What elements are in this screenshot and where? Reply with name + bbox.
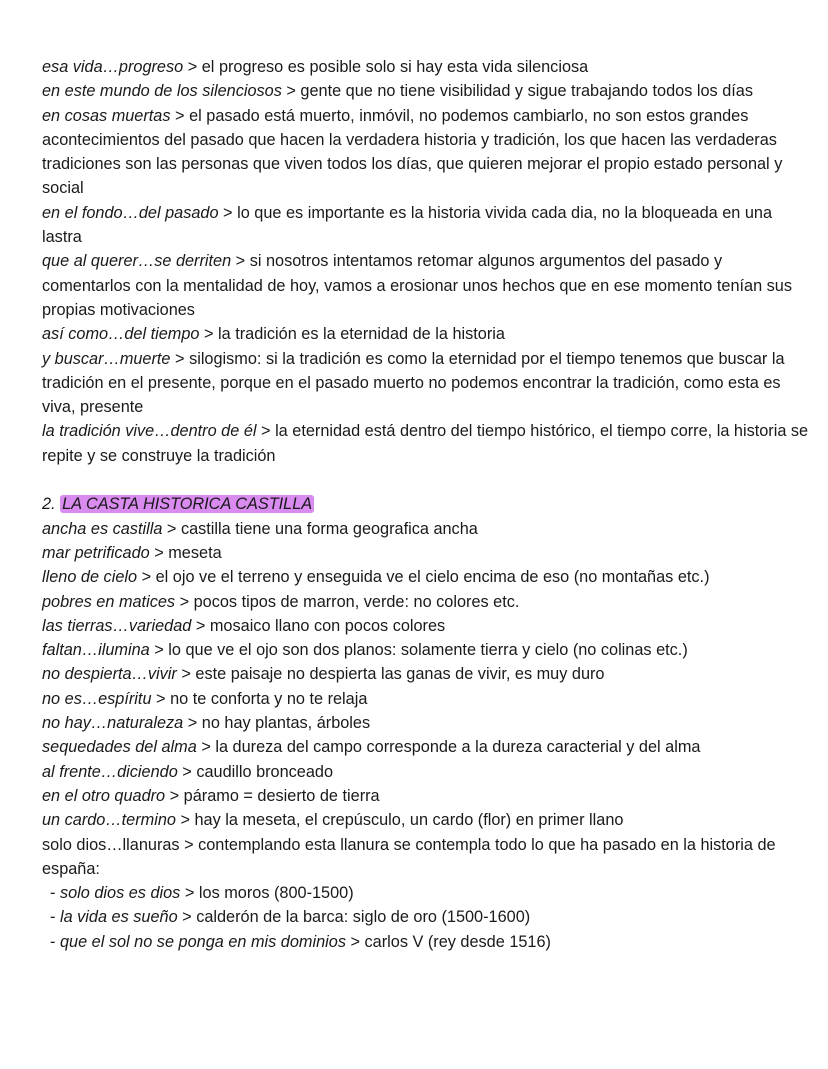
document-page — [42, 55, 812, 954]
note-line — [42, 79, 812, 103]
sub-item — [42, 881, 812, 905]
quote: en este mundo de los silenciosos — [42, 82, 282, 101]
dash-bullet: - — [50, 908, 56, 927]
note-line — [42, 565, 812, 589]
comment: castilla tiene una forma geografica ancha — [180, 519, 478, 538]
quote: sequedades del alma — [42, 738, 197, 757]
blank-line — [42, 468, 812, 492]
comment: la dureza del campo corresponde a la dureza caracterial y del alma — [215, 738, 701, 757]
quote: que el sol no se ponga en mis dominios — [59, 932, 346, 951]
comment: meseta — [168, 543, 222, 562]
comment: gente que no tiene visibilidad y sigue trabajando todos los días — [300, 82, 753, 101]
quote: lleno de cielo — [42, 568, 138, 587]
comment: el progreso es posible solo si hay esta vida silenciosa — [201, 58, 589, 76]
note-line — [42, 541, 812, 565]
quote: en cosas muertas — [42, 106, 171, 125]
quote: en el otro quadro — [42, 786, 166, 805]
comment: no hay plantas, árboles — [201, 714, 371, 733]
comment: lo que ve el ojo son dos planos: solamente tierra y cielo (no colinas etc.) — [168, 641, 688, 660]
note-line — [42, 104, 812, 201]
note-line — [42, 201, 812, 250]
note-line — [42, 760, 812, 784]
quote: pobres en matices — [42, 592, 176, 611]
note-line — [42, 590, 812, 614]
comment: mosaico llano con pocos colores — [209, 616, 446, 635]
quote: mar petrificado — [42, 543, 150, 562]
quote: la tradición vive…dentro de él — [42, 422, 257, 441]
note-line — [42, 517, 812, 541]
note-line — [42, 322, 812, 346]
quote: las tierras…variedad — [42, 616, 192, 635]
quote: en el fondo…del pasado — [42, 203, 219, 222]
sub-item — [42, 930, 812, 954]
comment: carlos V (rey desde 1516) — [364, 932, 551, 951]
comment: caudillo bronceado — [196, 762, 334, 781]
comment: la eternidad está dentro del tiempo histórico, el tiempo corre, la historia se repite y se construye la tradición — [42, 422, 809, 465]
quote: y buscar…muerte — [42, 349, 171, 368]
comment: el pasado está muerto, inmóvil, no podemos cambiarlo, no son estos grandes acontecimientos del pasado que hacen la verdadera historia y tradición, los que hacen las verdaderas tradiciones son las personas que viven todos los días, que quieren mejorar el propio estado personal y social — [42, 106, 783, 198]
note-line — [42, 687, 812, 711]
quote: faltan…ilumina — [42, 641, 150, 660]
comment: silogismo: si la tradición es como la eternidad por el tiempo tenemos que buscar la tradición en el presente, porque en el pasado muerto no podemos encontrar la tradición, como esta es viva, presente — [42, 349, 785, 417]
comment: si nosotros intentamos retomar algunos argumentos del pasado y comentarlos con la mentalidad de hoy, vamos a erosionar unos hechos que en ese momento tenían sus propias motivaciones — [42, 252, 792, 319]
dash-bullet: - — [50, 932, 56, 951]
comment: la tradición es la eternidad de la historia — [218, 325, 505, 344]
note-line — [42, 784, 812, 808]
section-number: 2. — [42, 495, 56, 514]
quote: solo dios es dios — [59, 884, 181, 903]
note-line — [42, 808, 812, 832]
comment: pocos tipos de marron, verde: no colores etc. — [193, 592, 520, 611]
quote: que al querer…se derriten — [42, 252, 232, 271]
comment: el ojo ve el terreno y enseguida ve el cielo encima de eso (no montañas etc.) — [155, 568, 710, 587]
note-line — [42, 614, 812, 638]
comment: calderón de la barca: siglo de oro (1500-1600) — [196, 908, 531, 927]
note-line — [42, 419, 812, 468]
note-line — [42, 347, 812, 420]
quote: la vida es sueño — [59, 908, 178, 927]
section-title-highlighted: LA CASTA HISTORICA CASTILLA — [62, 495, 313, 514]
note-line — [42, 735, 812, 759]
note-line — [42, 249, 812, 322]
quote: esa vida…progreso — [42, 58, 184, 76]
note-line — [42, 662, 812, 686]
comment: no te conforta y no te relaja — [170, 689, 368, 708]
section-heading — [42, 492, 812, 516]
note-line — [42, 55, 812, 79]
quote: no despierta…vivir — [42, 665, 177, 684]
quote: así como…del tiempo — [42, 325, 200, 344]
dash-bullet: - — [50, 884, 56, 903]
comment: páramo = desierto de tierra — [183, 786, 380, 805]
note-line — [42, 711, 812, 735]
quote: no hay…naturaleza — [42, 714, 184, 733]
comment: los moros (800-1500) — [198, 884, 354, 903]
plain-note-line: solo dios…llanuras > contemplando esta llanura se contempla todo lo que ha pasado en la historia de españa: — [42, 835, 776, 878]
note-line — [42, 638, 812, 662]
quote: ancha es castilla — [42, 519, 163, 538]
comment: lo que es importante es la historia vivida cada dia, no la bloqueada en una lastra — [42, 203, 773, 247]
quote: no es…espíritu — [42, 689, 152, 708]
quote: al frente…diciendo — [42, 762, 178, 781]
section-1 — [42, 55, 812, 468]
sub-item — [42, 905, 812, 929]
quote: un cardo…termino — [42, 811, 176, 830]
comment: hay la meseta, el crepúsculo, un cardo (flor) en primer llano — [194, 811, 624, 830]
comment: este paisaje no despierta las ganas de vivir, es muy duro — [195, 665, 605, 684]
section-2 — [42, 492, 812, 954]
